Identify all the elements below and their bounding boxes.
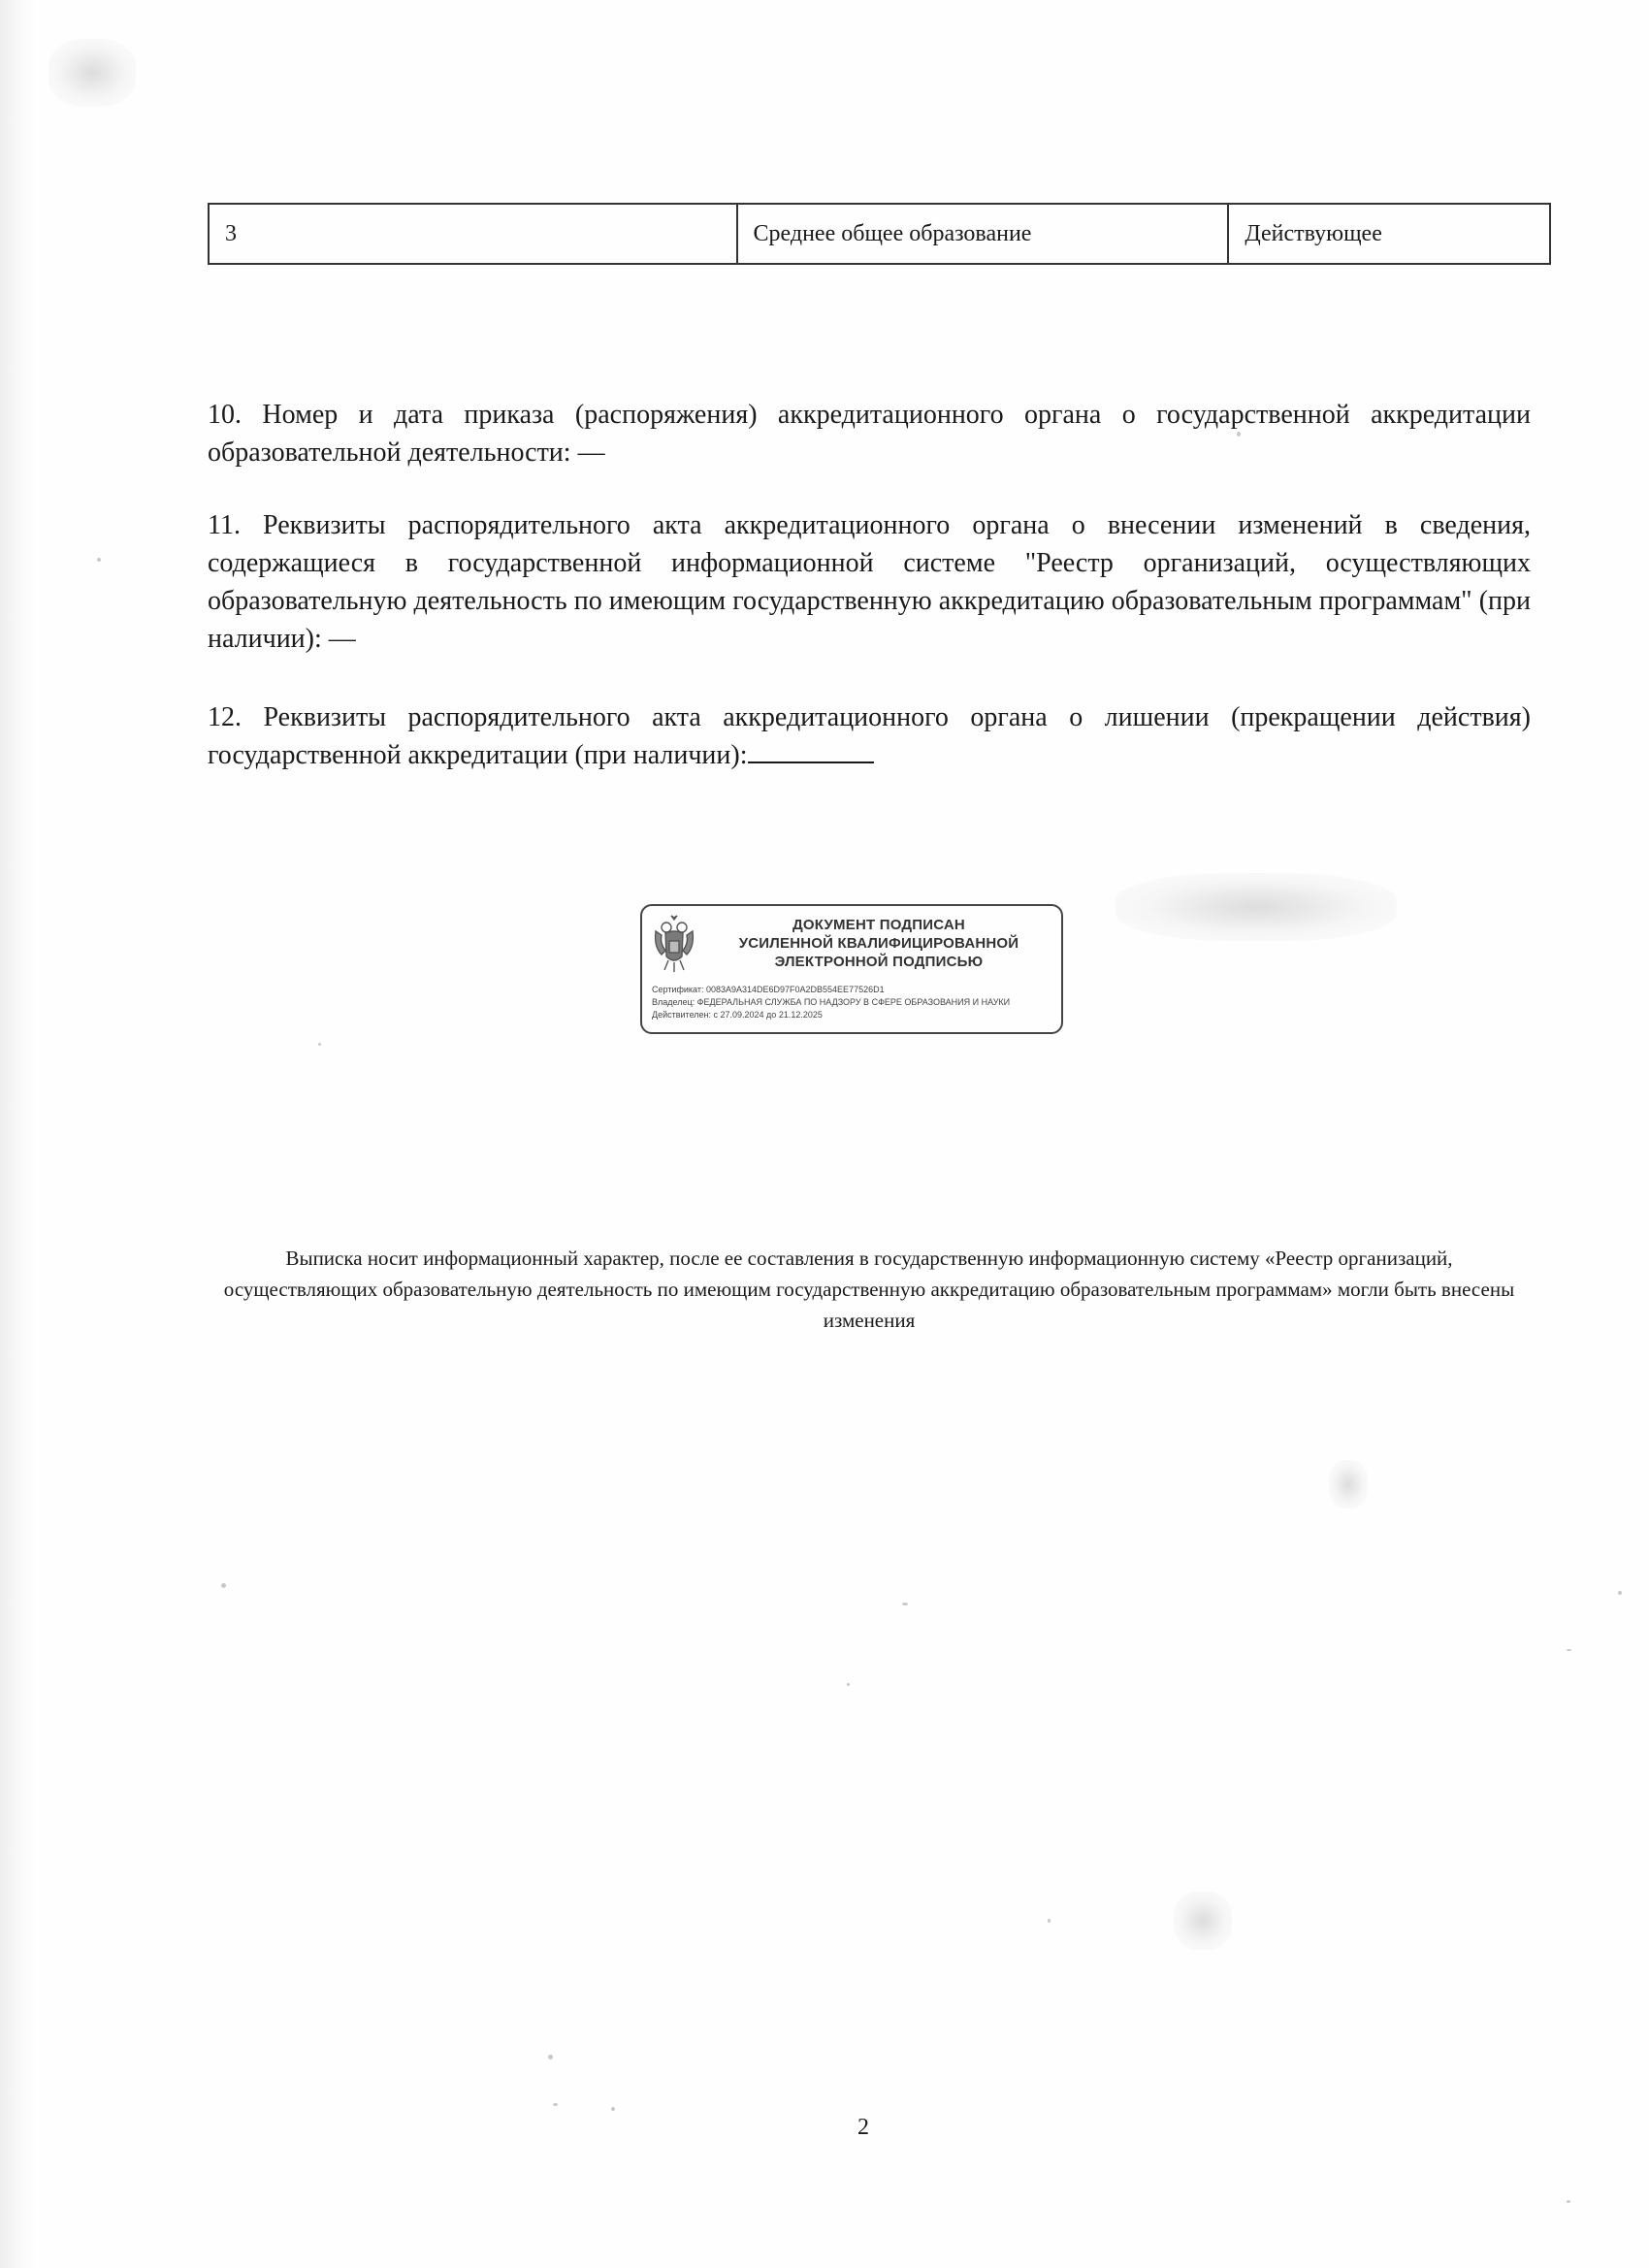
scan-smudge xyxy=(1174,1892,1232,1950)
table-cell-level: Среднее общее образование xyxy=(737,204,1229,264)
stamp-owner: Владелец: ФЕДЕРАЛЬНАЯ СЛУЖБА ПО НАДЗОРУ В СФЕРЕ ОБРАЗОВАНИЯ И НАУКИ xyxy=(652,997,1011,1007)
scan-edge-shadow xyxy=(0,0,39,2268)
scan-speck xyxy=(902,1603,908,1605)
scan-smudge xyxy=(1329,1460,1368,1508)
stamp-title-line-3: ЭЛЕКТРОННОЙ ПОДПИСЬЮ xyxy=(774,954,984,970)
scan-speck xyxy=(1618,1591,1622,1595)
scan-speck xyxy=(318,1043,321,1046)
scan-speck xyxy=(1567,2200,1570,2203)
stamp-title-line-1: ДОКУМЕНТ ПОДПИСАН xyxy=(792,917,965,933)
coat-of-arms-icon xyxy=(652,914,696,978)
electronic-signature-stamp xyxy=(640,904,1063,1034)
information-disclaimer: Выписка носит информационный характер, после ее составления в государственную информационную систему «Реестр организаций, осуществляющих образовательную деятельность по имеющим государственную аккредитацию образовательным программам» могли быть внесены изменения xyxy=(223,1247,1515,1332)
scan-speck xyxy=(847,1683,850,1686)
table-row xyxy=(209,204,1550,264)
education-programs-table xyxy=(208,203,1551,265)
scan-speck xyxy=(548,2055,553,2059)
section-11-paragraph xyxy=(208,506,1531,658)
scan-speck xyxy=(221,1583,226,1588)
stamp-validity: Действителен: с 27.09.2024 до 21.12.2025 xyxy=(652,1010,823,1020)
stamp-certificate: Сертификат: 0083A9A314DE6D97F0A2DB554EE77526D1 xyxy=(652,985,885,994)
section-11-text: 11. Реквизиты распорядительного акта аккредитационного органа о внесении изменений в сведения, содержащиеся в государственной информационной системе "Реестр организаций, осуществляющих образовательную деятельность по имеющим государственную аккредитацию образовательным программам" (при наличии): — xyxy=(208,510,1531,654)
scan-speck xyxy=(553,2103,558,2106)
table-cell-status: Действующее xyxy=(1228,204,1550,264)
scan-speck xyxy=(97,558,101,562)
scan-speck xyxy=(1048,1919,1051,1923)
scan-speck xyxy=(611,2107,615,2111)
section-10-paragraph xyxy=(208,396,1531,471)
blank-fill-line xyxy=(748,736,874,763)
stamp-title-line-2: УСИЛЕННОЙ КВАЛИФИЦИРОВАННОЙ xyxy=(738,935,1019,952)
scan-smudge xyxy=(48,39,136,107)
page-number: 2 xyxy=(857,2115,869,2140)
section-12-paragraph xyxy=(208,698,1531,774)
section-10-text: 10. Номер и дата приказа (распоряжения) аккредитационного органа о государственной аккредитации образовательной деятельности: — xyxy=(208,400,1531,468)
scan-smudge xyxy=(1116,873,1397,941)
section-12-text: 12. Реквизиты распорядительного акта аккредитационного органа о лишении (прекращении действия) государственной аккредитации (при наличии): xyxy=(208,702,1531,770)
scan-speck xyxy=(1567,1649,1571,1651)
scan-speck xyxy=(1237,432,1241,437)
table-cell-number: 3 xyxy=(209,204,737,264)
